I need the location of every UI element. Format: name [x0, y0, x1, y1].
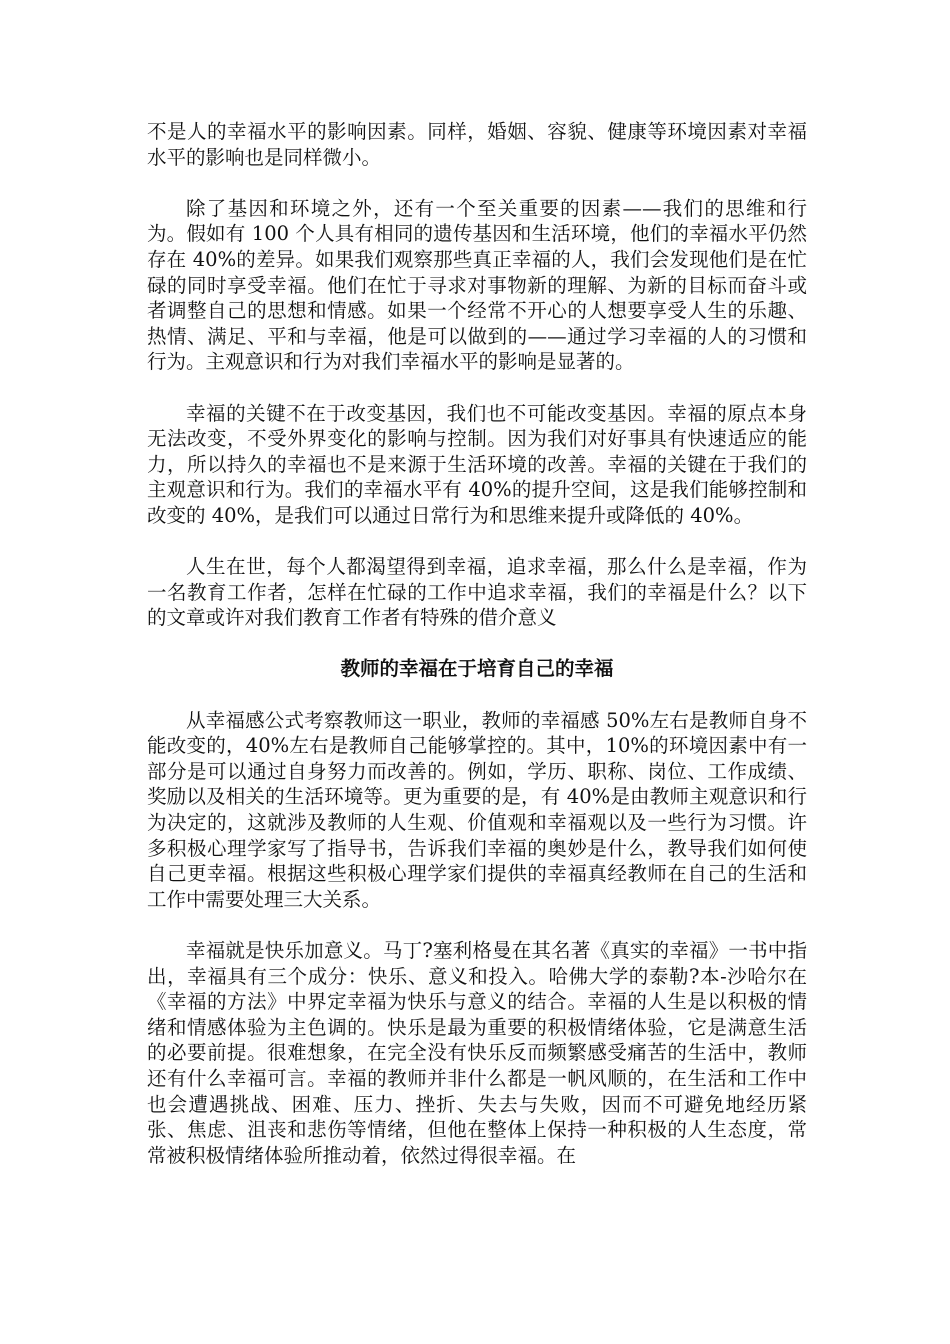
paragraph-6: 幸福就是快乐加意义。马丁?塞利格曼在其名著《真实的幸福》一书中指出，幸福具有三个成分：快乐、意义和投入。哈佛大学的泰勒?本-沙哈尔在《幸福的方法》中界定幸福为快乐与意义的结合。幸福的人生是以积极的情绪和情感体验为主色调的。快乐是最为重要的积极情绪体验，它是满意生活的必要前提。很难想象，在完全没有快乐反而频繁感受痛苦的生活中，教师还有什么幸福可言。幸福的教师并非什么都是一帆风顺的，在生活和工作中也会遭遇挑战、困难、压力、挫折、失去与失败，因而不可避免地经历紧张、焦虑、沮丧和悲伤等情绪，但他在整体上保持一种积极的人生态度，常常被积极情绪体验所推动着，依然过得很幸福。在 — [147, 939, 807, 1167]
paragraph-5: 从幸福感公式考察教师这一职业，教师的幸福感 50%左右是教师自身不能改变的，40%左右是教师自己能够掌控的。其中，10%的环境因素中有一部分是可以通过自身努力而改善的。例如，学历、职称、岗位、工作成绩、奖励以及相关的生活环境等。更为重要的是，有 40%是由教师主观意识和行为决定的，这就涉及教师的人生观、价值观和幸福观以及一些行为习惯。许多积极心理学家写了指导书，告诉我们幸福的奥妙是什么，教导我们如何使自己更幸福。根据这些积极心理学家们提供的幸福真经教师在自己的生活和工作中需要处理三大关系。 — [147, 708, 807, 911]
paragraph-1: 不是人的幸福水平的影响因素。同样，婚姻、容貌、健康等环境因素对幸福水平的影响也是同样微小。 — [147, 120, 807, 169]
section-heading: 教师的幸福在于培育自己的幸福 — [340, 657, 614, 681]
paragraph-3: 幸福的关键不在于改变基因，我们也不可能改变基因。幸福的原点本身无法改变，不受外界变化的影响与控制。因为我们对好事具有快速适应的能力，所以持久的幸福也不是来源于生活环境的改善。幸福的关键在于我们的主观意识和行为。我们的幸福水平有 40%的提升空间，这是我们能够控制和改变的 40%，是我们可以通过日常行为和思维来提升或降低的 40%。 — [147, 401, 807, 527]
paragraph-2: 除了基因和环境之外，还有一个至关重要的因素——我们的思维和行为。假如有 100 个人具有相同的遗传基因和生活环境，他们的幸福水平仍然存在 40%的差异。如果我们观察那些真正幸福的人，我们会发现他们是在忙碌的同时享受幸福。他们在忙于寻求对事物新的理解、为新的目标而奋斗或者调整自己的思想和情感。如果一个经常不开心的人想要享受人生的乐趣、热情、满足、平和与幸福，他是可以做到的——通过学习幸福的人的习惯和行为。主观意识和行为对我们幸福水平的影响是显著的。 — [147, 196, 807, 374]
document-body — [147, 119, 807, 1194]
paragraph-4: 人生在世，每个人都渴望得到幸福，追求幸福，那么什么是幸福，作为一名教育工作者，怎样在忙碌的工作中追求幸福，我们的幸福是什么？以下的文章或许对我们教育工作者有特殊的借介意义 — [147, 555, 807, 630]
